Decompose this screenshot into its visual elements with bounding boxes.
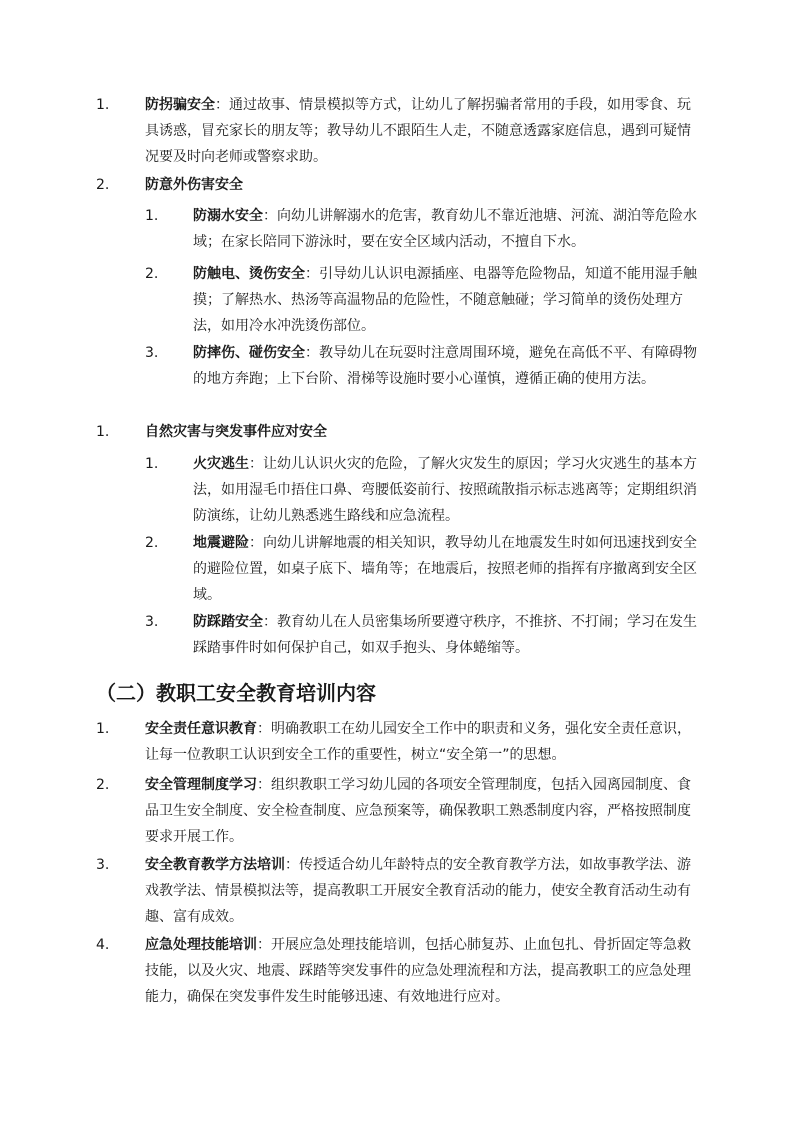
list-number: 4. bbox=[96, 937, 110, 953]
item-body: ：组织教职工学习幼儿园的各项安全管理制度，包括入园离园制度、食品卫生安全制度、安全检查制度、应急预案等，确保教职工熟悉制度内容，严格按照制度要求开展工作。 bbox=[145, 777, 691, 845]
list-number: 2. bbox=[96, 777, 110, 793]
item-body: ：教育幼儿在人员密集场所要遵守秩序，不推挤、不打闹；学习在发生踩踏事件时如何保护自己，如双手抱头、身体蜷缩等。 bbox=[193, 614, 697, 656]
sub-list-number: 3. bbox=[145, 614, 159, 630]
item-title: 防溺水安全 bbox=[193, 208, 263, 224]
list-number: 2. bbox=[96, 177, 110, 193]
list-number: 1. bbox=[96, 721, 110, 737]
item-body: ：向幼儿讲解地震的相关知识，教导幼儿在地震发生时如何迅速找到安全的避险位置，如桌子底下、墙角等；在地震后，按照老师的指挥有序撤离到安全区域。 bbox=[193, 535, 697, 603]
item-title: 防拐骗安全 bbox=[145, 97, 215, 113]
item-title: 防摔伤、碰伤安全 bbox=[193, 345, 305, 361]
sub-item-stampede bbox=[193, 609, 703, 661]
item-title: 安全责任意识教育 bbox=[145, 721, 257, 737]
item-title: 地震避险 bbox=[193, 535, 249, 551]
sub-list-number: 1. bbox=[145, 208, 159, 224]
list-item-management-rules bbox=[145, 772, 701, 850]
list-item-emergency-skills bbox=[145, 932, 701, 1010]
sub-list-number: 2. bbox=[145, 535, 159, 551]
item-title: 防踩踏安全 bbox=[193, 614, 263, 630]
item-title: 火灾逃生 bbox=[193, 456, 249, 472]
list-item-responsibility bbox=[145, 716, 701, 768]
item-title: 安全教育教学方法培训 bbox=[145, 857, 285, 873]
sub-list-number: 3. bbox=[145, 345, 159, 361]
item-body: ：引导幼儿认识电源插座、电器等危险物品，知道不能用湿手触摸；了解热水、热汤等高温物品的危险性，不随意触碰；学习简单的烫伤处理方法，如用冷水冲洗烫伤部位。 bbox=[193, 266, 697, 334]
list-item-teaching-methods bbox=[145, 852, 701, 930]
list-number: 3. bbox=[96, 857, 110, 873]
sub-list-number: 1. bbox=[145, 456, 159, 472]
list-item-anti-abduction bbox=[145, 92, 697, 170]
item-heading-disaster: 自然灾害与突发事件应对安全 bbox=[145, 424, 327, 440]
item-title: 应急处理技能培训 bbox=[145, 937, 257, 953]
item-body: ：通过故事、情景模拟等方式，让幼儿了解拐骗者常用的手段，如用零食、玩具诱惑，冒充家长的朋友等；教导幼儿不跟陌生人走，不随意透露家庭信息，遇到可疑情况要及时向老师或警察求助。 bbox=[145, 97, 691, 165]
item-body: ：让幼儿认识火灾的危险，了解火灾发生的原因；学习火灾逃生的基本方法，如用湿毛巾捂住口鼻、弯腰低姿前行、按照疏散指示标志逃离等；定期组织消防演练，让幼儿熟悉逃生路线和应急流程。 bbox=[193, 456, 697, 524]
item-body: ：教导幼儿在玩耍时注意周围环境，避免在高低不平、有障碍物的地方奔跑；上下台阶、滑梯等设施时要小心谨慎，遵循正确的使用方法。 bbox=[193, 345, 697, 387]
item-body: ：传授适合幼儿年龄特点的安全教育教学方法，如故事教学法、游戏教学法、情景模拟法等，提高教职工开展安全教育活动的能力，使安全教育活动生动有趣、富有成效。 bbox=[145, 857, 691, 925]
list-number: 1. bbox=[96, 97, 110, 113]
item-title: 安全管理制度学习 bbox=[145, 777, 257, 793]
sub-item-drowning bbox=[193, 203, 703, 255]
item-body: ：向幼儿讲解溺水的危害，教育幼儿不靠近池塘、河流、湖泊等危险水域；在家长陪同下游泳时，要在安全区域内活动，不擅自下水。 bbox=[193, 208, 697, 250]
list-number: 1. bbox=[96, 424, 110, 440]
sub-list-number: 2. bbox=[145, 266, 159, 282]
sub-item-earthquake bbox=[193, 530, 703, 608]
item-body: ：开展应急处理技能培训，包括心肺复苏、止血包扎、骨折固定等急救技能，以及火灾、地震、踩踏等突发事件的应急处理流程和方法，提高教职工的应急处理能力，确保在突发事件发生时能够迅速、有效地进行应对。 bbox=[145, 937, 691, 1005]
item-title: 防触电、烫伤安全 bbox=[193, 266, 305, 282]
section-heading: （二）教职工安全教育培训内容 bbox=[96, 681, 376, 705]
sub-item-fall-injury bbox=[193, 340, 703, 392]
sub-item-electric-burn bbox=[193, 261, 703, 339]
item-heading-accident: 防意外伤害安全 bbox=[145, 177, 243, 193]
item-body: ：明确教职工在幼儿园安全工作中的职责和义务，强化安全责任意识，让每一位教职工认识到安全工作的重要性，树立“安全第一”的思想。 bbox=[145, 721, 691, 763]
sub-item-fire-escape bbox=[193, 451, 703, 529]
